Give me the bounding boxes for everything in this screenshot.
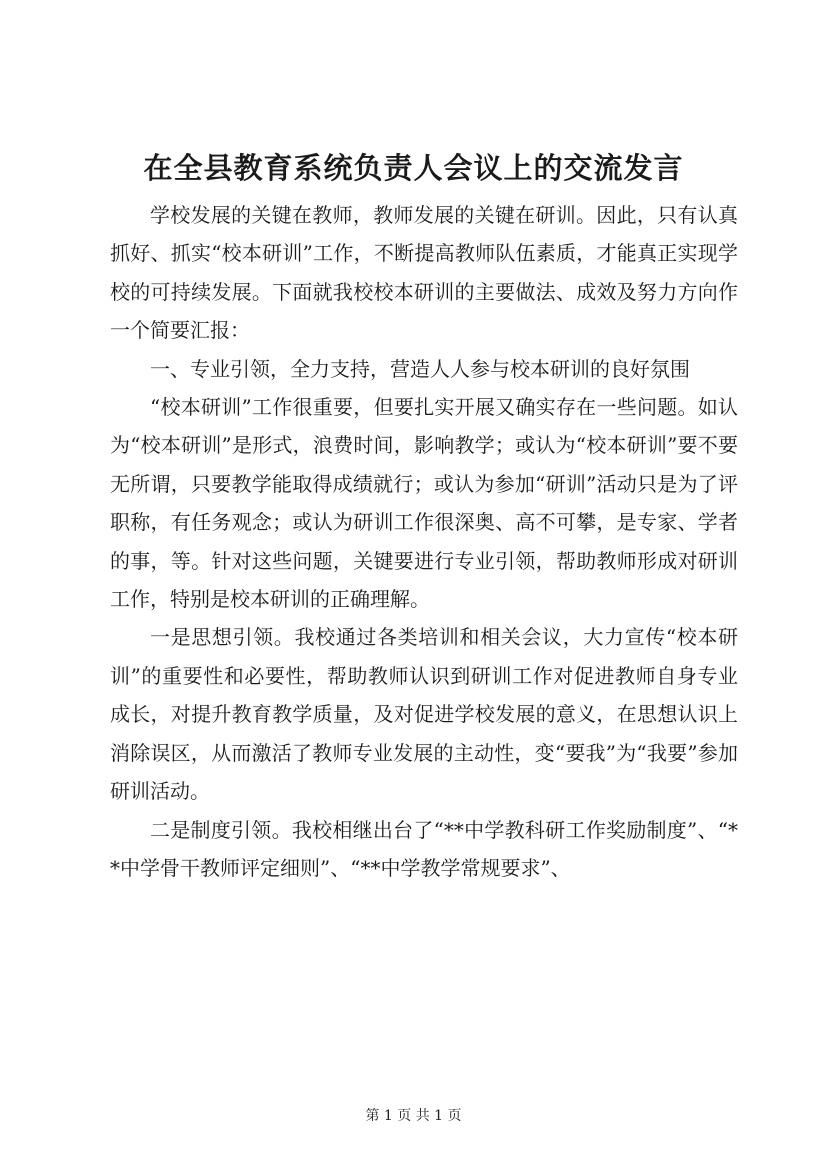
paragraph-ideological-guidance: 一是思想引领。我校通过各类培训和相关会议，大力宣传“校本研训”的重要性和必要性，帮助教师认识到研训工作对促进教师自身专业成长，对提升教育教学质量，及对促进学校发展的意义，在思想认识上消除误区，从而激活了教师专业发展的主动性，变“要我”为“我要”参加研训活动。 — [110, 625, 738, 804]
paragraph-system-guidance: 二是制度引领。我校相继出台了“**中学教科研工作奖励制度”、“**中学骨干教师评定细则”、“**中学教学常规要求”、 — [110, 817, 738, 880]
paragraph-section-heading: 一、专业引领，全力支持，营造人人参与校本研训的良好氛围 — [150, 356, 690, 381]
page-number-footer: 第 1 页 共 1 页 — [365, 1108, 462, 1124]
paragraph-problems: “校本研训”工作很重要，但要扎实开展又确实存在一些问题。如认为“校本研训”是形式，浪费时间，影响教学；或认为“校本研训”要不要无所谓，只要教学能取得成绩就行；或认为参加“研训”活动只是为了评职称，有任务观念；或认为研训工作很深奥、高不可攀，是专家、学者的事，等。针对这些问题，关键要进行专业引领，帮助教师形成对研训工作，特别是校本研训的正确理解。 — [110, 395, 738, 612]
document-title: 在全县教育系统负责人会议上的交流发言 — [143, 151, 684, 185]
paragraph-intro: 学校发展的关键在教师，教师发展的关键在研训。因此，只有认真抓好、抓实“校本研训”工作，不断提高教师队伍素质，才能真正实现学校的可持续发展。下面就我校校本研训的主要做法、成效及努力方向作一个简要汇报： — [110, 203, 738, 343]
document-body — [110, 196, 738, 887]
